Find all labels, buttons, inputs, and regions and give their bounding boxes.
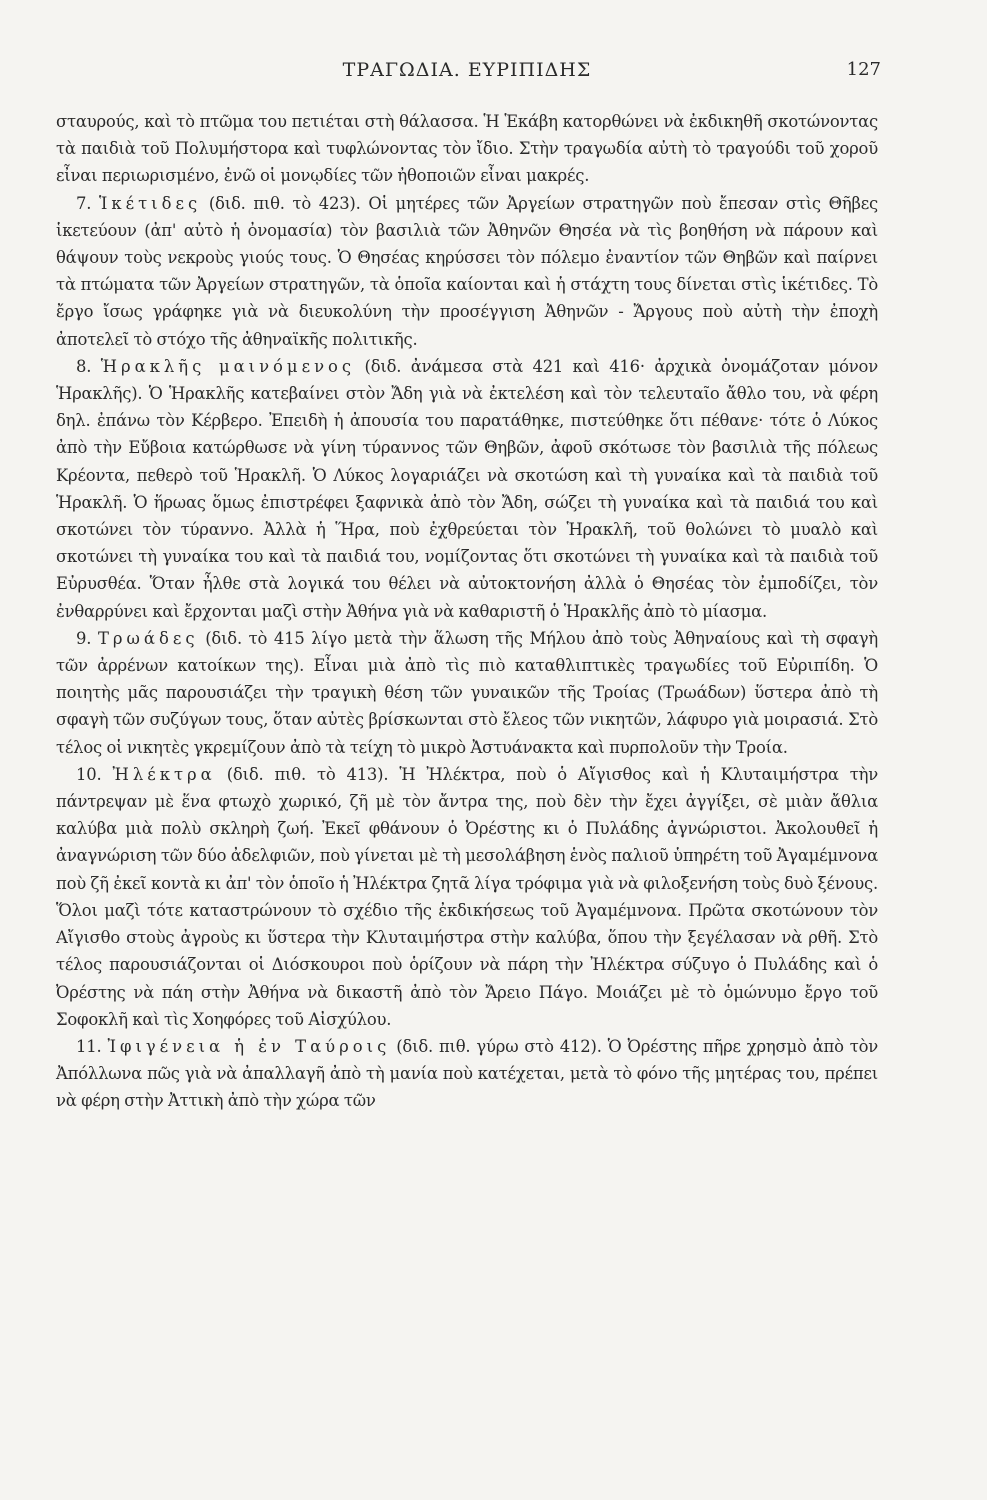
paragraph-elektra: [56, 761, 878, 1033]
play-title: Ἰφιγένεια ἡ ἐν Ταύροις: [107, 1036, 391, 1056]
paragraph-text: (διδ. πιθ. τὸ 413). Ἡ Ἠλέκτρα, ποὺ ὁ Αἴγισθος καὶ ἡ Κλυταιμήστρα τὴν πάντρεψαν μὲ ἕνα φτωχὸ χωρικό, ζῆ μὲ τὸν ἄντρα της, ποὺ δὲν τὴν ἔχει ἀγγίξει, σὲ μιὰν ἄθλια καλύβα μιὰ πολὺ σκληρὴ ζωή. Ἐκεῖ φθάνουν ὁ Ὀρέστης κι ὁ Πυλάδης ἀγνώριστοι. Ἀκολουθεῖ ἡ ἀναγνώριση τῶν δύο ἀδελφιῶν, ποὺ γίνεται μὲ τὴ μεσολάβηση ἑνὸς παλιοῦ ὑπηρέτη τοῦ Ἀγαμέμνονα ποὺ ζῆ ἐκεῖ κοντὰ κι ἀπ' τὸν ὁποῖο ἡ Ἠλέκτρα ζητᾶ λίγα τρόφιμα γιὰ νὰ φιλοξενήση τοὺς δυὸ ξένους. Ὅλοι μαζὶ τότε καταστρώνουν τὸ σχέδιο τῆς ἐκδικήσεως τοῦ Ἀγαμέμνονα. Πρῶτα σκοτώνουν τὸν Αἴγισθο στοὺς ἀγροὺς κι ὕστερα τὴν Κλυταιμήστρα στὴν καλύβα, ὅπου τὴν ξεγέλασαν νὰ ρθῆ. Στὸ τέλος παρουσιάζονται οἱ Διόσκουροι ποὺ ὁρίζουν νὰ πάρη τὴν Ἠλέκτρα σύζυγο ὁ Πυλάδης καὶ ὁ Ὀρέστης νὰ πάη στὴν Ἀθήνα νὰ δικαστῆ ἀπὸ τὸν Ἄρειο Πάγο. Μοιάζει μὲ τὸ ὁμώνυμο ἔργο τοῦ Σοφοκλῆ καὶ τὶς Χοηφόρες τοῦ Αἰσχύλου.: [56, 764, 879, 1029]
paragraph-text: (διδ. ἀνάμεσα στὰ 421 καὶ 416· ἀρχικὰ ὀνομάζοταν μόνον Ἡρακλῆς). Ὁ Ἡρακλῆς κατεβαίνει στὸν Ἄδη γιὰ νὰ ἐκτελέση καὶ τὸν τελευταῖο ἄθλο του, νὰ φέρη δηλ. ἐπάνω τὸν Κέρβερο. Ἐπειδὴ ἡ ἀπουσία του παρατάθηκε, πιστεύθηκε ὅτι πέθανε· τότε ὁ Λύκος ἀπὸ τὴν Εὔβοια κατώρθωσε νὰ γίνη τύραννος τῶν Θηβῶν, ἀφοῦ σκότωσε τὸν βασιλιὰ τῆς πόλεως Κρέοντα, πεθερὸ τοῦ Ἡρακλῆ. Ὁ Λύκος λογαριάζει νὰ σκοτώση καὶ τὴ γυναίκα καὶ τὰ παιδιὰ τοῦ Ἡρακλῆ. Ὁ ἥρωας ὅμως ἐπιστρέφει ξαφνικὰ ἀπὸ τὸν Ἄδη, σώζει τὴ γυναίκα καὶ τὰ παιδιά του καὶ σκοτώνει τὸν τύραννο. Ἀλλὰ ἡ Ἥρα, ποὺ ἐχθρεύεται τὸν Ἡρακλῆ, τοῦ θολώνει τὸ μυαλὸ καὶ σκοτώνει τὴ γυναίκα του καὶ τὰ παιδιά του, νομίζοντας ὅτι σκοτώνει τὴ γυναίκα καὶ τὰ παιδιὰ τοῦ Εὐρυσθέα. Ὅταν ἦλθε στὰ λογικά του θέλει νὰ αὐτοκτονήση ἀλλὰ ὁ Θησέας τὸν ἐμποδίζει, τὸν ἐνθαρρύνει καὶ ἔρχονται μαζὶ στὴν Ἀθήνα γιὰ νὰ καθαριστῆ ὁ Ἡρακλῆς ἀπὸ τὸ μίασμα.: [56, 356, 878, 621]
paragraph-troades: [56, 625, 878, 761]
paragraph-text: (διδ. πιθ. γύρω στὸ 412). Ὁ Ὀρέστης πῆρε χρησμὸ ἀπὸ τὸν Ἀπόλλωνα πῶς γιὰ νὰ ἀπαλλαγῆ ἀπὸ τὴ μανία ποὺ κατέχεται, μετὰ τὸ φόνο τῆς μητέρας του, πρέπει νὰ φέρη στὴν Ἀττικὴ ἀπὸ τὴν χώρα τῶν: [56, 1036, 878, 1111]
play-title: Ἠλέκτρα: [112, 764, 216, 784]
paragraph-number: 11.: [76, 1036, 102, 1056]
play-title: Τρωάδες: [97, 628, 199, 648]
paragraph-iphigeneia: [56, 1033, 878, 1115]
paragraph-text: (διδ. πιθ. τὸ 423). Οἱ μητέρες τῶν Ἀργείων στρατηγῶν ποὺ ἔπεσαν στὶς Θῆβες ἱκετεύουν (ἀπ' αὐτὸ ἡ ὀνομασία) τὸν βασιλιὰ τῶν Ἀθηνῶν Θησέα νὰ τὶς βοηθήση νὰ πάρουν καὶ θάψουν τοὺς νεκροὺς γιούς τους. Ὁ Θησέας κηρύσσει τὸν πόλεμο ἐναντίον τῶν Θηβῶν καὶ παίρνει τὰ πτώματα τῶν Ἀργείων στρατηγῶν, τὰ ὁποῖα καίονται καὶ ἡ στάχτη τους δίνεται στὶς ἱκέτιδες. Τὸ ἔργο ἴσως γράφηκε γιὰ νὰ διευκολύνη τὴν προσέγγιση Ἀθηνῶν - Ἄργους ποὺ αὐτὴ τὴν ἐποχὴ ἀποτελεῖ τὸ στόχο τῆς ἀθηναϊκῆς πολιτικῆς.: [56, 193, 879, 349]
paragraph-number: 8.: [76, 356, 92, 376]
paragraph-number: 7.: [76, 193, 92, 213]
play-title: Ἱκέτιδες: [98, 193, 202, 213]
paragraph-herakles: [56, 353, 878, 625]
paragraph-text: (διδ. τὸ 415 λίγο μετὰ τὴν ἅλωση τῆς Μήλου ἀπὸ τοὺς Ἀθηναίους καὶ τὴ σφαγὴ τῶν ἀρρένων κατοίκων της). Εἶναι μιὰ ἀπὸ τὶς πιὸ καταθλιπτικὲς τραγωδίες τοῦ Εὐριπίδη. Ὁ ποιητὴς μᾶς παρουσιάζει τὴν τραγικὴ θέση τῶν γυναικῶν τῆς Τροίας (Τρωάδων) ὕστερα ἀπὸ τὴ σφαγὴ τῶν συζύγων τους, ὅταν αὐτὲς βρίσκωνται στὸ ἔλεος τῶν νικητῶν, λάφυρο γιὰ μοιρασιά. Στὸ τέλος οἱ νικητὲς γκρεμίζουν ἀπὸ τὰ τείχη τὸ μικρὸ Ἀστυάνακτα καὶ πυρπολοῦν τὴν Τροία.: [56, 628, 878, 757]
body-text: [56, 108, 878, 1115]
paragraph-text: σταυρούς, καὶ τὸ πτῶμα του πετιέται στὴ θάλασσα. Ἡ Ἑκάβη κατορθώνει νὰ ἐκδικηθῆ σκοτώνοντας τὰ παιδιὰ τοῦ Πολυμήστορα καὶ τυφλώνοντας τὸν ἴδιο. Στὴν τραγωδία αὐτὴ τὸ τραγούδι τοῦ χοροῦ εἶναι περιωρισμένο, ἐνῶ οἱ μονῳδίες τῶν ἠθοποιῶν εἶναι μακρές.: [56, 112, 878, 186]
paragraph-iketides: [56, 190, 878, 353]
running-title: ΤΡΑΓΩΔΙΑ. ΕΥΡΙΠΙΔΗΣ: [342, 59, 592, 81]
paragraph-number: 10.: [76, 764, 102, 784]
running-head: [56, 52, 881, 88]
paragraph-continuation: [56, 108, 878, 190]
book-page: [56, 52, 881, 1472]
page-number: 127: [846, 59, 881, 80]
play-title: Ἡρακλῆς μαινόμενος: [100, 356, 356, 376]
paragraph-number: 9.: [76, 628, 92, 648]
